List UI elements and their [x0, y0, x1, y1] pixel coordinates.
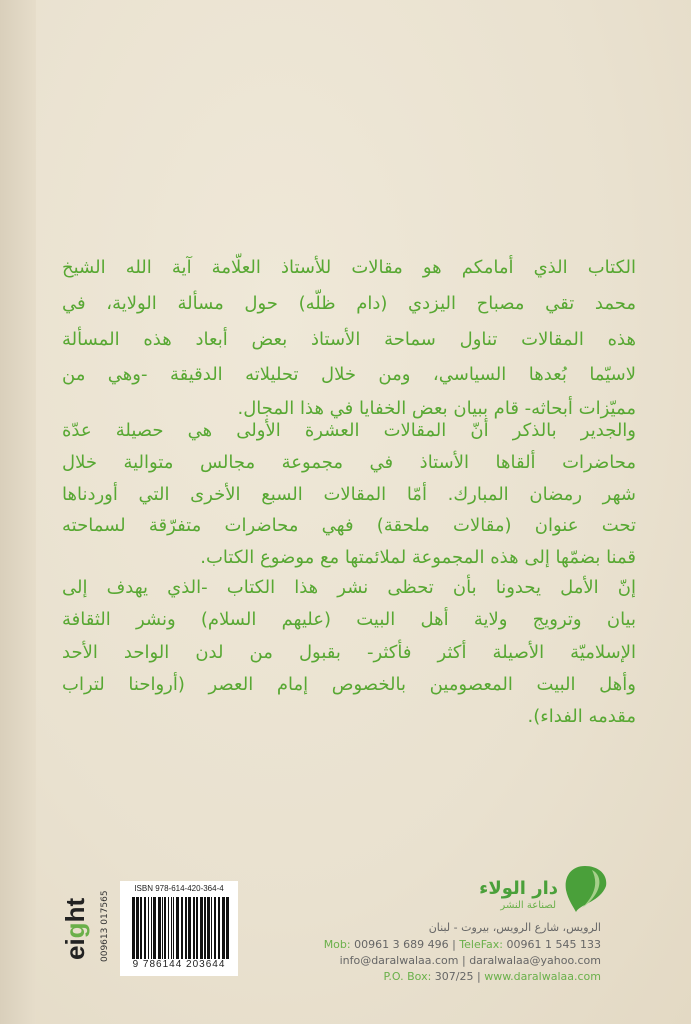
barcode-bar: [162, 897, 163, 959]
isbn-barcode: [120, 881, 238, 976]
blurb-line: لاسيّما بُعدها السياسي، ومن خلال تحليلاته الدقيقة -وهي من: [62, 364, 636, 385]
printer-code: 009613 017565: [100, 890, 110, 962]
telefax-label: TeleFax:: [459, 938, 504, 951]
printer-logo: [60, 898, 91, 960]
printer-logo-part: ei: [60, 938, 90, 960]
mob-number: 00961 3 689 496: [354, 938, 449, 951]
blurb-line: والجدير بالذكر أنّ المقالات العشرة الأولى هي حصيلة عدّة: [62, 420, 636, 441]
barcode-bar: [136, 897, 139, 959]
pobox-label: P.O. Box:: [383, 970, 432, 983]
publisher-emails: info@daralwalaa.com | daralwalaa@yahoo.com: [339, 954, 601, 967]
barcode-bar: [173, 897, 174, 959]
publisher-address: الرويس، شارع الرويس، بيروت - لبنان: [428, 921, 601, 934]
barcode-bar: [207, 897, 210, 959]
barcode-bar: [218, 897, 220, 959]
blurb-line: شهر رمضان المبارك. أمّا المقالات السبع الأخرى التي أوردناها: [62, 484, 636, 505]
barcode-bar: [153, 897, 156, 959]
blurb-line: مقدمه الفداء).: [527, 706, 636, 727]
barcode-bar: [193, 897, 195, 959]
barcode-bar: [176, 897, 179, 959]
barcode-bar: [148, 897, 149, 959]
blurb-line: قمنا بضمّها إلى هذه المجموعة لملائمتها مع موضوع الكتاب.: [200, 547, 636, 568]
barcode-number: 9 786144 203644: [132, 959, 226, 970]
barcode-bar: [164, 897, 166, 959]
blurb-line: الكتاب الذي أمامكم هو مقالات للأستاذ العلّامة آية الله الشيخ: [62, 257, 636, 278]
blurb-line: وأهل البيت المعصومين بالخصوص إمام العصر (أرواحنا لتراب: [62, 674, 636, 695]
publisher-leaf-logo-icon: [562, 864, 608, 914]
publisher-pobox: [384, 970, 601, 983]
separator: |: [448, 938, 460, 951]
barcode-bar: [144, 897, 146, 959]
printer-logo-part: ht: [60, 897, 90, 923]
separator: |: [473, 970, 485, 983]
barcode-bar: [168, 897, 169, 959]
barcode-bar: [132, 897, 135, 959]
telefax-number: 00961 1 545 133: [506, 938, 601, 951]
cover-spine-edge: [0, 0, 36, 1024]
barcode-bar: [181, 897, 183, 959]
barcode-bar: [158, 897, 161, 959]
barcode-bar: [200, 897, 203, 959]
blurb-line: تحت عنوان (مقالات ملحقة) فهي محاضرات متفرّقة لسماحته: [62, 515, 636, 536]
barcode-bar: [214, 897, 216, 959]
barcode-bar: [196, 897, 198, 959]
blurb-line: الإسلاميّة الأصيلة أكثر فأكثر- بقبول من لدن الواحد الأحد: [62, 642, 636, 663]
barcode-bar: [185, 897, 187, 959]
mob-label: Mob:: [323, 938, 351, 951]
barcode-bar: [204, 897, 206, 959]
barcode-bar: [226, 897, 229, 959]
barcode-bar: [188, 897, 191, 959]
isbn-text: ISBN 978-614-420-364-4: [134, 884, 224, 893]
barcode-bar: [140, 897, 142, 959]
barcode-bars-icon: [132, 897, 232, 959]
barcode-bar: [211, 897, 212, 959]
barcode-bar: [222, 897, 225, 959]
blurb-line: محمد تقي مصباح اليزدي (دام ظلّه) حول مسألة الولاية، في: [62, 293, 636, 314]
blurb-line: محاضرات ألقاها الأستاذ في مجموعة مجالس متوالية خلال: [62, 452, 636, 473]
website: www.daralwalaa.com: [484, 970, 601, 983]
publisher-subtitle: لصناعة النشر: [500, 900, 556, 911]
printer-logo-part: g: [60, 922, 90, 939]
blurb-line: بيان وترويج ولاية أهل البيت (عليهم السلام) ونشر الثقافة: [62, 609, 636, 630]
publisher-name: دار الولاء: [479, 878, 558, 899]
barcode-bar: [171, 897, 172, 959]
barcode-bar: [151, 897, 152, 959]
publisher-phones: [324, 938, 601, 951]
pobox-value: 307/25: [434, 970, 474, 983]
blurb-line: إنّ الأمل يحدونا بأن تحظى نشر هذا الكتاب -الذي يهدف إلى: [62, 577, 636, 598]
blurb-line: مميّزات أبحاثه- قام ببيان بعض الخفايا في هذا المجال.: [237, 398, 636, 419]
blurb-line: هذه المقالات تناول سماحة الأستاذ بعض أبعاد هذه المسألة: [62, 329, 636, 350]
